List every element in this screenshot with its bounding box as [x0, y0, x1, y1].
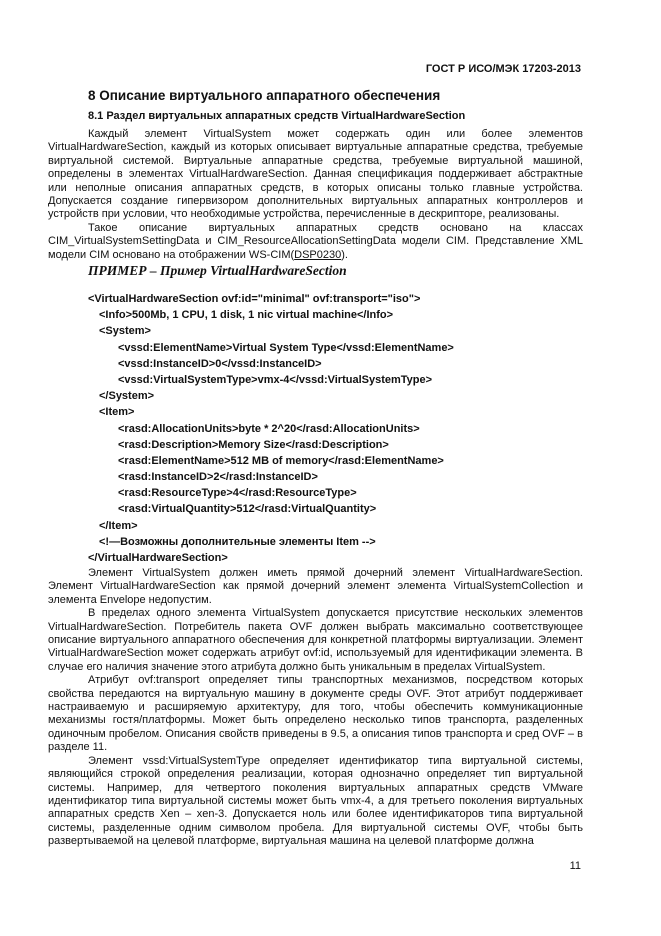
intro-text: [48, 128, 583, 262]
dsp0230-link[interactable]: DSP0230: [294, 248, 342, 261]
code-line: <System>: [99, 325, 151, 338]
intro-paragraph-2-end: ).: [341, 248, 348, 261]
code-line: <!—Возможны дополнительные элементы Item -->: [99, 535, 376, 548]
code-line: <rasd:Description>Memory Size</rasd:Description>: [118, 438, 389, 451]
example-title: ПРИМЕР – Пример VirtualHardwareSection: [88, 263, 347, 278]
section-title: 8 Описание виртуального аппаратного обеспечения: [88, 88, 441, 103]
subsection-title: 8.1 Раздел виртуальных аппаратных средств VirtualHardwareSection: [88, 110, 466, 122]
code-line: <rasd:ResourceType>4</rasd:ResourceType>: [118, 487, 357, 500]
code-line: <Info>500Mb, 1 CPU, 1 disk, 1 nic virtual machine</Info>: [99, 309, 394, 322]
code-line: <rasd:AllocationUnits>byte * 2^20</rasd:AllocationUnits>: [118, 422, 420, 435]
standard-header: ГОСТ Р ИСО/МЭК 17203-2013: [425, 63, 581, 75]
body-text: [48, 567, 583, 849]
code-line: </System>: [99, 390, 155, 403]
body-paragraph-1: Элемент VirtualSystem должен иметь прямой дочерний элемент VirtualHardwareSection. Элемент VirtualHardwareSection как прямой дочерний элемент элемента VirtualSystemCollection и элемента Envelope недопустим.: [48, 567, 583, 606]
body-paragraph-2: В пределах одного элемента VirtualSystem допускается присутствие нескольких элементов VirtualHardwareSection. Потребитель пакета OVF должен выбрать максимально соответствующее описание виртуального аппаратного обеспечения для конкретной платформы виртуализации. Элемент VirtualHardwareSection может содержать атрибут ovf:id, используемый для идентификации элемента. В случае его наличия значение этого атрибута должно быть уникальным в пределах VirtualSystem.: [48, 607, 583, 673]
intro-paragraph-1: Каждый элемент VirtualSystem может содержать один или более элементов VirtualHardwareSection, каждый из которых описывает виртуальные аппаратные средства, требуемые виртуальной системой. Виртуальные аппаратные средства, требуемые виртуальной машиной, определены в элементах VirtualHardwareSection. Данная спецификация поддерживает абстрактные или неполные описания аппаратных средств, в которых описаны только главные устройства. Допускается создание гипервизором дополнительных виртуальных аппаратных контроллеров и устройств при условии, что необходимые устройства, перечисленные в дескрипторе, реализованы.: [48, 128, 583, 221]
code-line: </VirtualHardwareSection>: [88, 552, 228, 564]
code-line: <vssd:InstanceID>0</vssd:InstanceID>: [118, 357, 322, 370]
body-paragraph-3: Атрибут ovf:transport определяет типы транспортных механизмов, посредством которых свойства передаются на виртуальную машину в документе среды OVF. Этот атрибут поддерживает настраиваемую и расширяемую архитектуру, для того, чтобы обеспечить коммуникационные механизмы гостя/платформы. Может быть определено несколько типов транспорта, разделенных одиночным пробелом. Описания свойств приведены в 9.5, а описания типов транспорта и сред OVF – в разделе 11.: [48, 674, 583, 754]
code-line: <vssd:VirtualSystemType>vmx-4</vssd:VirtualSystemType>: [118, 373, 433, 386]
xml-example: [88, 291, 588, 566]
body-paragraph-4: Элемент vssd:VirtualSystemType определяет идентификатор типа виртуальной системы, являющийся строкой определения реализации, которая однозначно определяет тип виртуальной системы. Например, для четвертого поколения виртуальных аппаратных средств VMware идентификатор типа виртуальной системы может быть vmx-4, а для третьего поколения виртуальных аппаратных средств Xen – xen-3. Допускается ноль или более идентификаторов типа виртуальной системы, разделенные одним символом пробела. Для виртуальной системы OVF, чтобы быть развертываемой на целевой платформе, виртуальная машина на целевой платформе должна: [48, 754, 583, 848]
code-line: <vssd:ElementName>Virtual System Type</vssd:ElementName>: [118, 341, 454, 354]
intro-paragraph-2-text: Такое описание виртуальных аппаратных средств основано на классах CIM_VirtualSystemSettingData и CIM_ResourceAllocationSettingData модели CIM. Представление XML модели CIM основано на отображении WS-CIM(: [48, 221, 583, 261]
code-line: <rasd:InstanceID>2</rasd:InstanceID>: [118, 471, 318, 484]
code-line: <rasd:ElementName>512 MB of memory</rasd:ElementName>: [118, 454, 444, 467]
code-line: <Item>: [99, 406, 135, 419]
page-number: 11: [569, 860, 581, 872]
code-line: </Item>: [99, 519, 138, 532]
code-line: <VirtualHardwareSection ovf:id="minimal" ovf:transport="iso">: [88, 293, 421, 305]
code-line: <rasd:VirtualQuantity>512</rasd:VirtualQuantity>: [118, 503, 377, 516]
intro-paragraph-2: [48, 222, 583, 262]
